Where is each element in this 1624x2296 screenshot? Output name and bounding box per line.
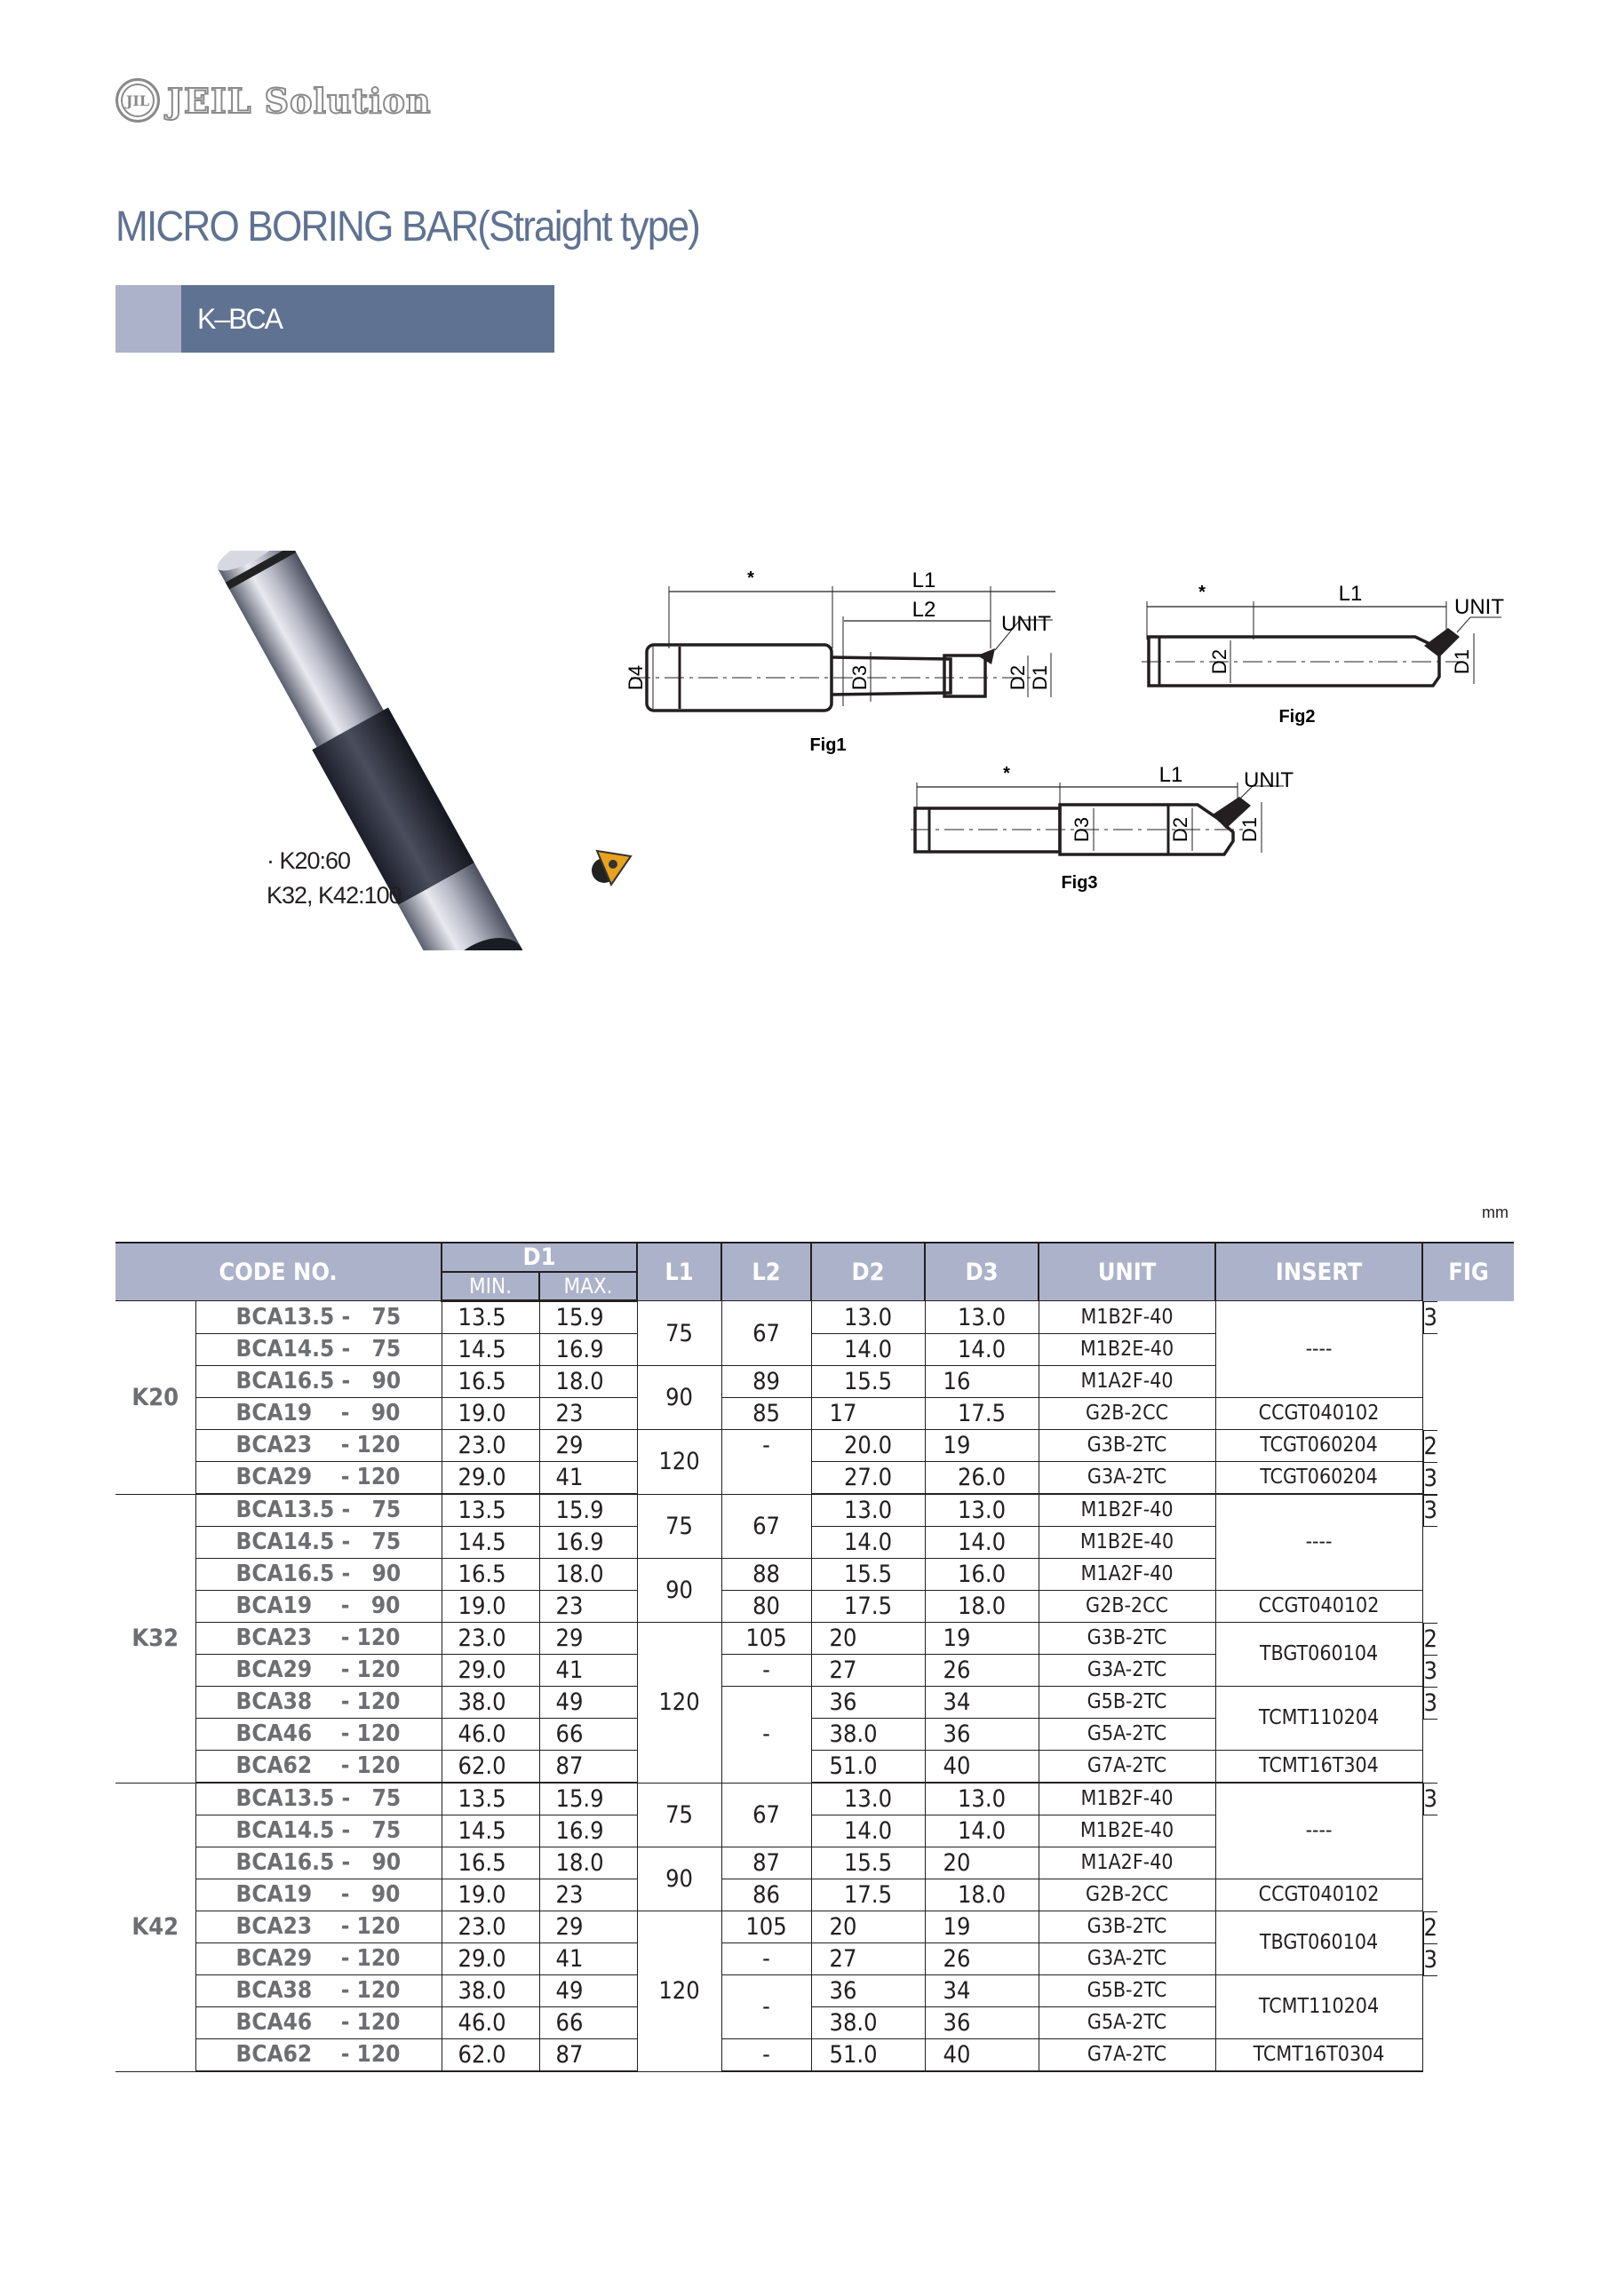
unit-cell: M1B2E-40 [1039, 1334, 1215, 1366]
insert-cell: CCGT040102 [1215, 1591, 1422, 1623]
insert-cell: TCGT060204 [1215, 1462, 1422, 1495]
table-row [115, 2039, 1514, 2072]
d3-cell: 16 [925, 1366, 1039, 1398]
d1-min-cell: 19.0 [442, 1591, 539, 1623]
d1-max-cell: 29 [539, 1623, 637, 1655]
l2-cell: 88 [721, 1559, 811, 1591]
fig-cell: 3 [1423, 1494, 1437, 1527]
note-line-2: K32, K42:100 [267, 882, 402, 909]
d1-min-cell: 62.0 [442, 1751, 539, 1784]
d3-cell: 19 [925, 1430, 1039, 1462]
d2-cell: 51.0 [811, 1751, 925, 1784]
d2-cell: 20.0 [811, 1430, 925, 1462]
insert-cell: TBGT060104 [1215, 1911, 1422, 1975]
d3-cell: 26.0 [925, 1462, 1039, 1495]
d1-max-cell: 49 [539, 1687, 637, 1719]
l2-cell: 86 [721, 1879, 811, 1911]
insert-cell: TCGT060204 [1215, 1430, 1422, 1462]
note-line-1: · K20:60 [267, 847, 351, 874]
insert-cell: ---- [1215, 1301, 1422, 1398]
l2-cell: 105 [721, 1623, 811, 1655]
d1-min-cell: 13.5 [442, 1494, 539, 1527]
l2-cell: - [721, 1430, 811, 1495]
table-row [115, 1911, 1514, 1943]
boring-bar-illustration-icon [155, 551, 689, 950]
d1-min-cell: 38.0 [442, 1687, 539, 1719]
brand-emblem-icon: JIL [115, 78, 160, 123]
d1-min-cell: 23.0 [442, 1623, 539, 1655]
code-cell: BCA16.5 - 90 [195, 1559, 442, 1591]
code-cell: BCA13.5 - 75 [195, 1783, 442, 1815]
brand-logo [115, 78, 431, 123]
d3-cell: 36 [925, 2007, 1039, 2039]
d3-cell: 34 [925, 1687, 1039, 1719]
figure-1 [613, 560, 1057, 759]
unit-cell: M1A2F-40 [1039, 1559, 1215, 1591]
l2-cell: 80 [721, 1591, 811, 1623]
l1-cell: 75 [637, 1494, 721, 1559]
fig-cell: 2 [1423, 1911, 1437, 1944]
l2-cell: 85 [721, 1398, 811, 1430]
l2-cell: - [721, 1975, 811, 2039]
header-code-no: CODE NO. [115, 1243, 442, 1301]
fig3-d2-label: D2 [1169, 816, 1191, 843]
d1-min-cell: 46.0 [442, 1719, 539, 1751]
d1-min-cell: 13.5 [442, 1783, 539, 1815]
l2-cell: 67 [721, 1301, 811, 1366]
code-cell: BCA23 - 120 [195, 1911, 442, 1943]
table-unit-label: mm [1482, 1204, 1509, 1221]
d2-cell: 27.0 [811, 1462, 925, 1495]
d2-cell: 17.5 [811, 1879, 925, 1911]
d1-min-cell: 29.0 [442, 1462, 539, 1495]
d3-cell: 34 [925, 1975, 1039, 2007]
d2-cell: 14.0 [811, 1815, 925, 1847]
unit-cell: G5A-2TC [1039, 2007, 1215, 2039]
d2-cell: 17 [811, 1398, 925, 1430]
d3-cell: 13.0 [925, 1301, 1039, 1334]
table-row [115, 1430, 1514, 1462]
l1-cell: 75 [637, 1301, 721, 1366]
code-cell: BCA29 - 120 [195, 1462, 442, 1495]
unit-cell: G7A-2TC [1039, 2039, 1215, 2072]
l1-cell: 90 [637, 1366, 721, 1430]
code-cell: BCA19 - 90 [195, 1591, 442, 1623]
unit-cell: G3B-2TC [1039, 1623, 1215, 1655]
l1-cell: 75 [637, 1783, 721, 1847]
d1-min-cell: 16.5 [442, 1847, 539, 1879]
d2-cell: 15.5 [811, 1847, 925, 1879]
code-cell: BCA29 - 120 [195, 1943, 442, 1975]
d1-max-cell: 15.9 [539, 1494, 637, 1527]
d3-cell: 16.0 [925, 1559, 1039, 1591]
d1-max-cell: 29 [539, 1911, 637, 1943]
d3-cell: 14.0 [925, 1815, 1039, 1847]
d3-cell: 26 [925, 1943, 1039, 1975]
d1-max-cell: 41 [539, 1462, 637, 1495]
l2-cell: - [721, 1687, 811, 1784]
unit-cell: M1B2E-40 [1039, 1527, 1215, 1559]
unit-cell: M1A2F-40 [1039, 1847, 1215, 1879]
group-label-k42: K42 [115, 1783, 195, 2071]
d1-max-cell: 23 [539, 1879, 637, 1911]
fig3-d1-label: D1 [1238, 816, 1261, 843]
code-cell: BCA14.5 - 75 [195, 1334, 442, 1366]
d1-max-cell: 29 [539, 1430, 637, 1462]
group-label-k20: K20 [115, 1301, 195, 1495]
fig3-star-label: * [1003, 764, 1010, 783]
fig3-caption: Fig3 [1061, 873, 1098, 893]
d2-cell: 14.0 [811, 1527, 925, 1559]
table-row [115, 1879, 1514, 1911]
unit-cell: G5A-2TC [1039, 1719, 1215, 1751]
table-row [115, 1783, 1514, 1815]
insert-cell: TCMT16T304 [1215, 1751, 1422, 1784]
d2-cell: 15.5 [811, 1366, 925, 1398]
insert-cell: CCGT040102 [1215, 1398, 1422, 1430]
group-label-k32: K32 [115, 1494, 195, 1783]
d3-cell: 40 [925, 2039, 1039, 2072]
d3-cell: 13.0 [925, 1783, 1039, 1815]
unit-cell: G3B-2TC [1039, 1430, 1215, 1462]
d1-max-cell: 16.9 [539, 1815, 637, 1847]
code-cell: BCA62 - 120 [195, 1751, 442, 1784]
fig2-l1-label: L1 [1338, 582, 1363, 606]
unit-cell: M1A2F-40 [1039, 1366, 1215, 1398]
d1-max-cell: 49 [539, 1975, 637, 2007]
unit-cell: G2B-2CC [1039, 1591, 1215, 1623]
d2-cell: 27 [811, 1655, 925, 1687]
d1-max-cell: 41 [539, 1655, 637, 1687]
l1-cell: 90 [637, 1847, 721, 1911]
d1-min-cell: 13.5 [442, 1301, 539, 1334]
figure-2 [1133, 573, 1524, 737]
fig1-l1-label: L1 [912, 568, 936, 592]
unit-cell: G3A-2TC [1039, 1462, 1215, 1495]
d1-max-cell: 23 [539, 1591, 637, 1623]
l2-cell: 105 [721, 1911, 811, 1943]
d1-max-cell: 16.9 [539, 1527, 637, 1559]
fig-cell: 3 [1423, 1943, 1437, 1976]
d3-cell: 19 [925, 1623, 1039, 1655]
l1-cell: 120 [637, 1623, 721, 1784]
l1-cell: 120 [637, 1430, 721, 1495]
table-row [115, 1623, 1514, 1655]
d3-cell: 26 [925, 1655, 1039, 1687]
fig-cell: 2 [1423, 1623, 1437, 1656]
header-d1: D1 [442, 1243, 637, 1272]
insert-cell: TCMT110204 [1215, 1687, 1422, 1751]
table-row [115, 1751, 1514, 1784]
d1-max-cell: 66 [539, 1719, 637, 1751]
fig-cell: 2 [1423, 1430, 1437, 1463]
fig-cell: 3 [1423, 1655, 1437, 1688]
code-cell: BCA14.5 - 75 [195, 1527, 442, 1559]
page-title: MICRO BORING BAR(Straight type) [115, 203, 700, 250]
d3-cell: 14.0 [925, 1334, 1039, 1366]
insert-cell: ---- [1215, 1783, 1422, 1879]
header-l2: L2 [721, 1243, 811, 1301]
code-cell: BCA13.5 - 75 [195, 1494, 442, 1527]
code-cell: BCA19 - 90 [195, 1398, 442, 1430]
d2-cell: 15.5 [811, 1559, 925, 1591]
unit-cell: M1B2F-40 [1039, 1783, 1215, 1815]
fig3-d3-label: D3 [1071, 816, 1093, 843]
code-cell: BCA23 - 120 [195, 1430, 442, 1462]
unit-cell: G3A-2TC [1039, 1943, 1215, 1975]
d3-cell: 20 [925, 1847, 1039, 1879]
unit-cell: M1B2F-40 [1039, 1301, 1215, 1334]
d2-cell: 17.5 [811, 1591, 925, 1623]
code-cell: BCA38 - 120 [195, 1975, 442, 2007]
l2-cell: 89 [721, 1366, 811, 1398]
d3-cell: 13.0 [925, 1494, 1039, 1527]
fig1-d1-label: D1 [1029, 664, 1051, 691]
code-cell: BCA29 - 120 [195, 1655, 442, 1687]
fig1-star-label: * [747, 568, 754, 588]
header-d1-min: MIN. [442, 1272, 539, 1301]
d1-min-cell: 62.0 [442, 2039, 539, 2072]
header-fig: FIG [1422, 1243, 1514, 1301]
d1-min-cell: 19.0 [442, 1879, 539, 1911]
d1-min-cell: 38.0 [442, 1975, 539, 2007]
code-cell: BCA23 - 120 [195, 1623, 442, 1655]
fig2-caption: Fig2 [1278, 707, 1316, 727]
table-row [115, 1975, 1514, 2007]
l2-cell: 87 [721, 1847, 811, 1879]
fig1-caption: Fig1 [809, 735, 847, 755]
fig-cell: 3 [1423, 1783, 1437, 1815]
series-name: K–BCA [181, 285, 554, 353]
table-row [115, 1494, 1514, 1527]
fig1-d4-label: D4 [625, 664, 647, 691]
d2-cell: 13.0 [811, 1301, 925, 1334]
d2-cell: 38.0 [811, 1719, 925, 1751]
d1-min-cell: 29.0 [442, 1655, 539, 1687]
d3-cell: 40 [925, 1751, 1039, 1784]
header-d2: D2 [811, 1243, 925, 1301]
d3-cell: 14.0 [925, 1527, 1039, 1559]
unit-cell: G7A-2TC [1039, 1751, 1215, 1784]
l2-cell: 67 [721, 1494, 811, 1559]
unit-cell: G5B-2TC [1039, 1975, 1215, 2007]
shank-length-note [267, 844, 402, 913]
unit-cell: G3A-2TC [1039, 1655, 1215, 1687]
product-photo [155, 551, 689, 950]
fig2-drawing-icon [1133, 573, 1524, 733]
d2-cell: 13.0 [811, 1783, 925, 1815]
fig2-d2-label: D2 [1208, 648, 1230, 675]
insert-cell: TBGT060104 [1215, 1623, 1422, 1687]
fig3-l1-label: L1 [1158, 763, 1183, 787]
fig3-drawing-icon [906, 759, 1324, 902]
d1-min-cell: 19.0 [442, 1398, 539, 1430]
insert-cell: TCMT110204 [1215, 1975, 1422, 2039]
code-cell: BCA46 - 120 [195, 1719, 442, 1751]
d1-max-cell: 66 [539, 2007, 637, 2039]
code-cell: BCA16.5 - 90 [195, 1366, 442, 1398]
d1-min-cell: 23.0 [442, 1911, 539, 1943]
d1-min-cell: 16.5 [442, 1559, 539, 1591]
d1-min-cell: 23.0 [442, 1430, 539, 1462]
figure-3 [906, 759, 1324, 906]
l2-cell: - [721, 1943, 811, 1975]
unit-cell: G5B-2TC [1039, 1687, 1215, 1719]
d1-max-cell: 15.9 [539, 1301, 637, 1334]
d1-max-cell: 87 [539, 2039, 637, 2072]
header-d1-max: MAX. [539, 1272, 637, 1301]
d1-max-cell: 18.0 [539, 1847, 637, 1879]
code-cell: BCA13.5 - 75 [195, 1301, 442, 1334]
table-row [115, 1398, 1514, 1430]
l2-cell: - [721, 2039, 811, 2072]
fig-cell: 3 [1423, 1462, 1437, 1496]
d2-cell: 14.0 [811, 1334, 925, 1366]
fig1-d2-label: D2 [1007, 664, 1029, 691]
d3-cell: 36 [925, 1719, 1039, 1751]
fig1-drawing-icon [613, 560, 1057, 755]
fig2-d1-label: D1 [1451, 648, 1473, 675]
l1-cell: 90 [637, 1559, 721, 1623]
d1-min-cell: 29.0 [442, 1943, 539, 1975]
brand-name: JEIL Solution [167, 80, 432, 121]
header-d3: D3 [925, 1243, 1039, 1301]
table-row [115, 1591, 1514, 1623]
d3-cell: 17.5 [925, 1398, 1039, 1430]
d1-min-cell: 14.5 [442, 1527, 539, 1559]
insert-cell: TCMT16T0304 [1215, 2039, 1422, 2072]
table-row [115, 1687, 1514, 1719]
d2-cell: 38.0 [811, 2007, 925, 2039]
d1-max-cell: 18.0 [539, 1366, 637, 1398]
insert-cell: CCGT040102 [1215, 1879, 1422, 1911]
fig-cell: 3 [1423, 1687, 1437, 1720]
d1-max-cell: 18.0 [539, 1559, 637, 1591]
l2-cell: - [721, 1655, 811, 1687]
d1-min-cell: 14.5 [442, 1815, 539, 1847]
d2-cell: 20 [811, 1911, 925, 1943]
l1-cell: 120 [637, 1911, 721, 2072]
unit-cell: G2B-2CC [1039, 1398, 1215, 1430]
d1-min-cell: 14.5 [442, 1334, 539, 1366]
unit-cell: G3B-2TC [1039, 1911, 1215, 1943]
table-row [115, 1301, 1514, 1334]
d1-max-cell: 15.9 [539, 1783, 637, 1815]
d2-cell: 27 [811, 1943, 925, 1975]
d3-cell: 18.0 [925, 1879, 1039, 1911]
d1-min-cell: 46.0 [442, 2007, 539, 2039]
d3-cell: 18.0 [925, 1591, 1039, 1623]
d3-cell: 19 [925, 1911, 1039, 1943]
unit-cell: G2B-2CC [1039, 1879, 1215, 1911]
code-cell: BCA14.5 - 75 [195, 1815, 442, 1847]
header-insert: INSERT [1215, 1243, 1422, 1301]
d2-cell: 51.0 [811, 2039, 925, 2072]
table-row [115, 1462, 1514, 1495]
fig1-d3-label: D3 [848, 664, 871, 691]
code-cell: BCA38 - 120 [195, 1687, 442, 1719]
series-banner-accent [115, 285, 181, 353]
insert-cell: ---- [1215, 1494, 1422, 1591]
d2-cell: 36 [811, 1687, 925, 1719]
header-l1: L1 [637, 1243, 721, 1301]
d1-min-cell: 16.5 [442, 1366, 539, 1398]
fig2-unit-label: UNIT [1454, 595, 1504, 619]
code-cell: BCA62 - 120 [195, 2039, 442, 2072]
fig1-l2-label: L2 [912, 598, 936, 622]
unit-cell: M1B2E-40 [1039, 1815, 1215, 1847]
d1-max-cell: 87 [539, 1751, 637, 1784]
unit-cell: M1B2F-40 [1039, 1494, 1215, 1527]
d2-cell: 13.0 [811, 1494, 925, 1527]
code-cell: BCA46 - 120 [195, 2007, 442, 2039]
series-banner [115, 285, 554, 353]
fig1-unit-label: UNIT [1001, 612, 1051, 636]
l2-cell: 67 [721, 1783, 811, 1847]
fig-cell: 3 [1423, 1301, 1437, 1334]
code-cell: BCA19 - 90 [195, 1879, 442, 1911]
d2-cell: 20 [811, 1623, 925, 1655]
d2-cell: 36 [811, 1975, 925, 2007]
spec-table [115, 1242, 1514, 2072]
d1-max-cell: 16.9 [539, 1334, 637, 1366]
fig3-unit-label: UNIT [1244, 768, 1294, 792]
d1-max-cell: 41 [539, 1943, 637, 1975]
fig2-star-label: * [1198, 583, 1206, 602]
d1-max-cell: 23 [539, 1398, 637, 1430]
code-cell: BCA16.5 - 90 [195, 1847, 442, 1879]
header-unit: UNIT [1039, 1243, 1215, 1301]
